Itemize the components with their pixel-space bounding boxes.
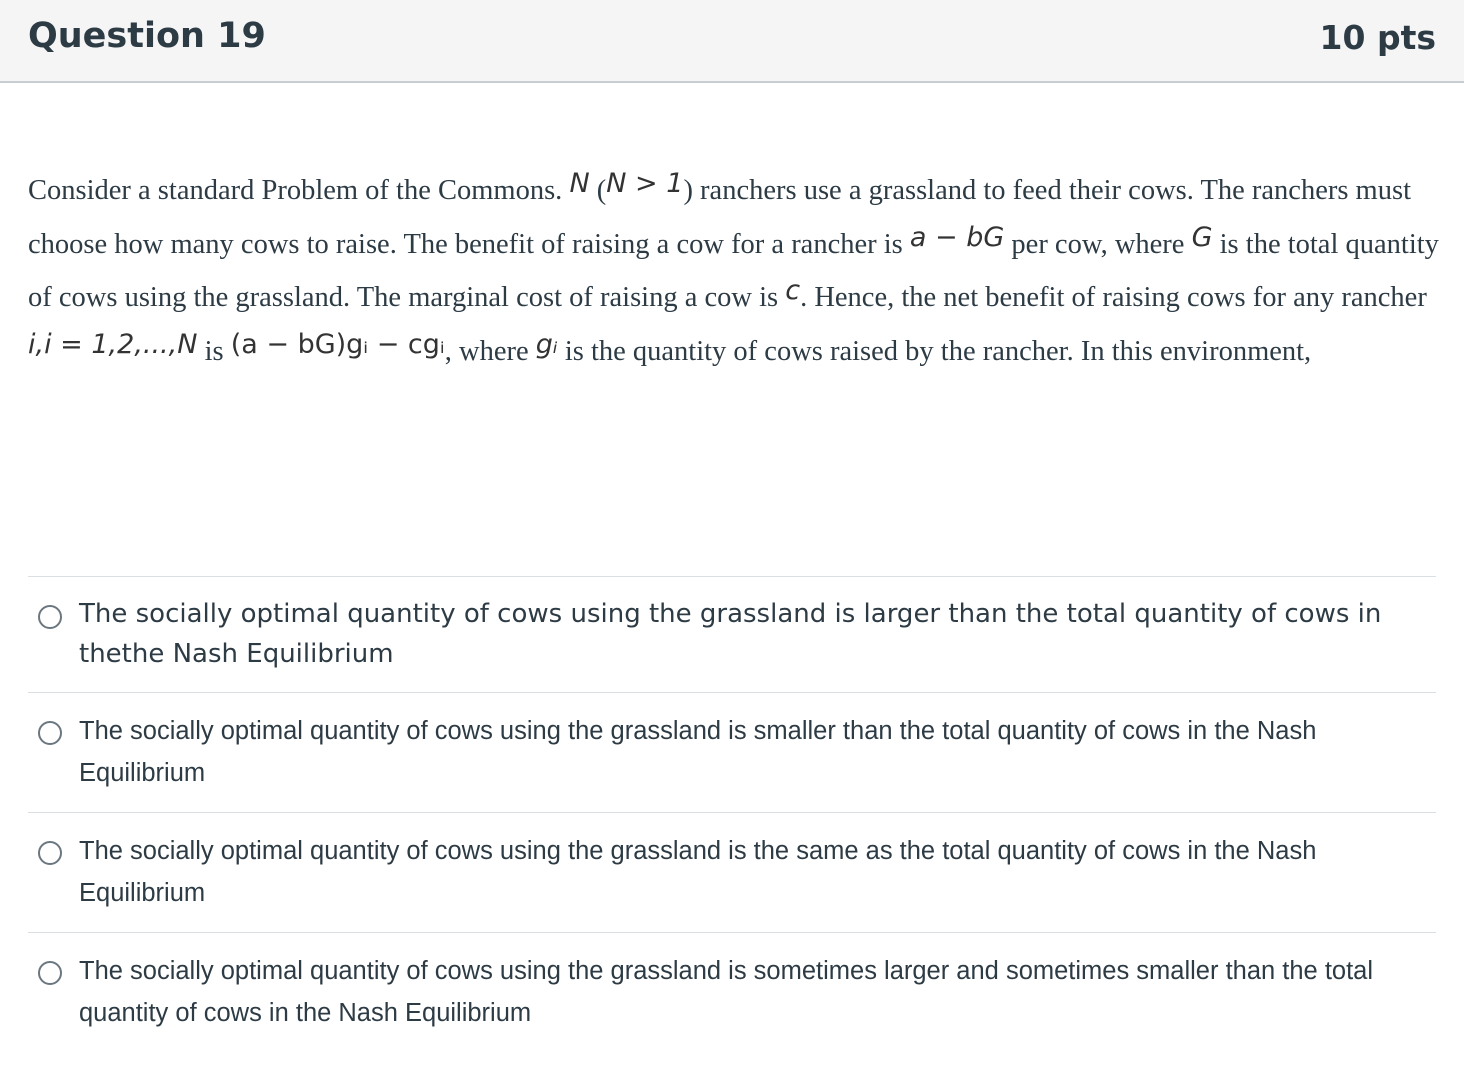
math-net-benefit: (a − bG)gᵢ − cgᵢ (230, 328, 445, 360)
radio-button[interactable] (38, 721, 62, 745)
question-text-part: , where (444, 335, 529, 367)
question-text-part: is the total quantity of cows using the grassland. The marginal cost of raising a cow is (28, 228, 1439, 313)
math-marginal-cost: c (785, 275, 801, 306)
answer-list (28, 576, 1436, 1054)
answer-label[interactable]: The socially optimal quantity of cows using the grassland is sometimes larger and sometimes smaller than the total quantity of cows in the Nash Equilibrium (79, 957, 1374, 1027)
question-text-part: per cow, where (1004, 228, 1185, 260)
question-text-part: is the quantity of cows raised by the rancher. In this environment, (557, 335, 1312, 367)
answer-option[interactable] (28, 576, 1436, 692)
question-points: 10 pts (1319, 18, 1436, 57)
math-g-total: G (1191, 221, 1213, 253)
answer-label[interactable]: The socially optimal quantity of cows using the grassland is smaller than the total quantity of cows in the Nash Equilibrium (79, 717, 1317, 787)
answer-label[interactable]: The socially optimal quantity of cows using the grassland is the same as the total quantity of cows in the Nash Equilibrium (79, 837, 1317, 907)
question-text-part: Consider a standard Problem of the Commons. (28, 175, 563, 206)
answer-label[interactable]: The socially optimal quantity of cows using the grassland is larger than the total quantity of cows in thethe Nash Equilibrium (79, 599, 1382, 669)
math-benefit: a − bG (909, 221, 1005, 253)
math-condition: N > 1 (606, 168, 684, 199)
question-text-part: ( (589, 175, 607, 206)
question-header (0, 0, 1464, 83)
math-n: N (569, 168, 590, 199)
math-g-i: gᵢ (535, 328, 558, 360)
radio-button[interactable] (38, 841, 62, 865)
math-index: i,i = 1,2,...,N (28, 328, 198, 360)
question-text (28, 164, 1440, 378)
question-text-part: is (197, 335, 224, 367)
question-text-part: . Hence, the net benefit of raising cows for any rancher (800, 282, 1427, 313)
answer-option[interactable] (28, 932, 1436, 1054)
question-text-part: ) ranchers use a grassland to feed their cows. The ranchers must choose how many cows to raise. The benefit of raising a cow for a rancher is (28, 175, 1411, 260)
radio-button[interactable] (38, 961, 62, 985)
radio-button[interactable] (38, 605, 62, 629)
answer-option[interactable] (28, 692, 1436, 812)
answer-option[interactable] (28, 812, 1436, 932)
question-title: Question 19 (28, 16, 266, 56)
